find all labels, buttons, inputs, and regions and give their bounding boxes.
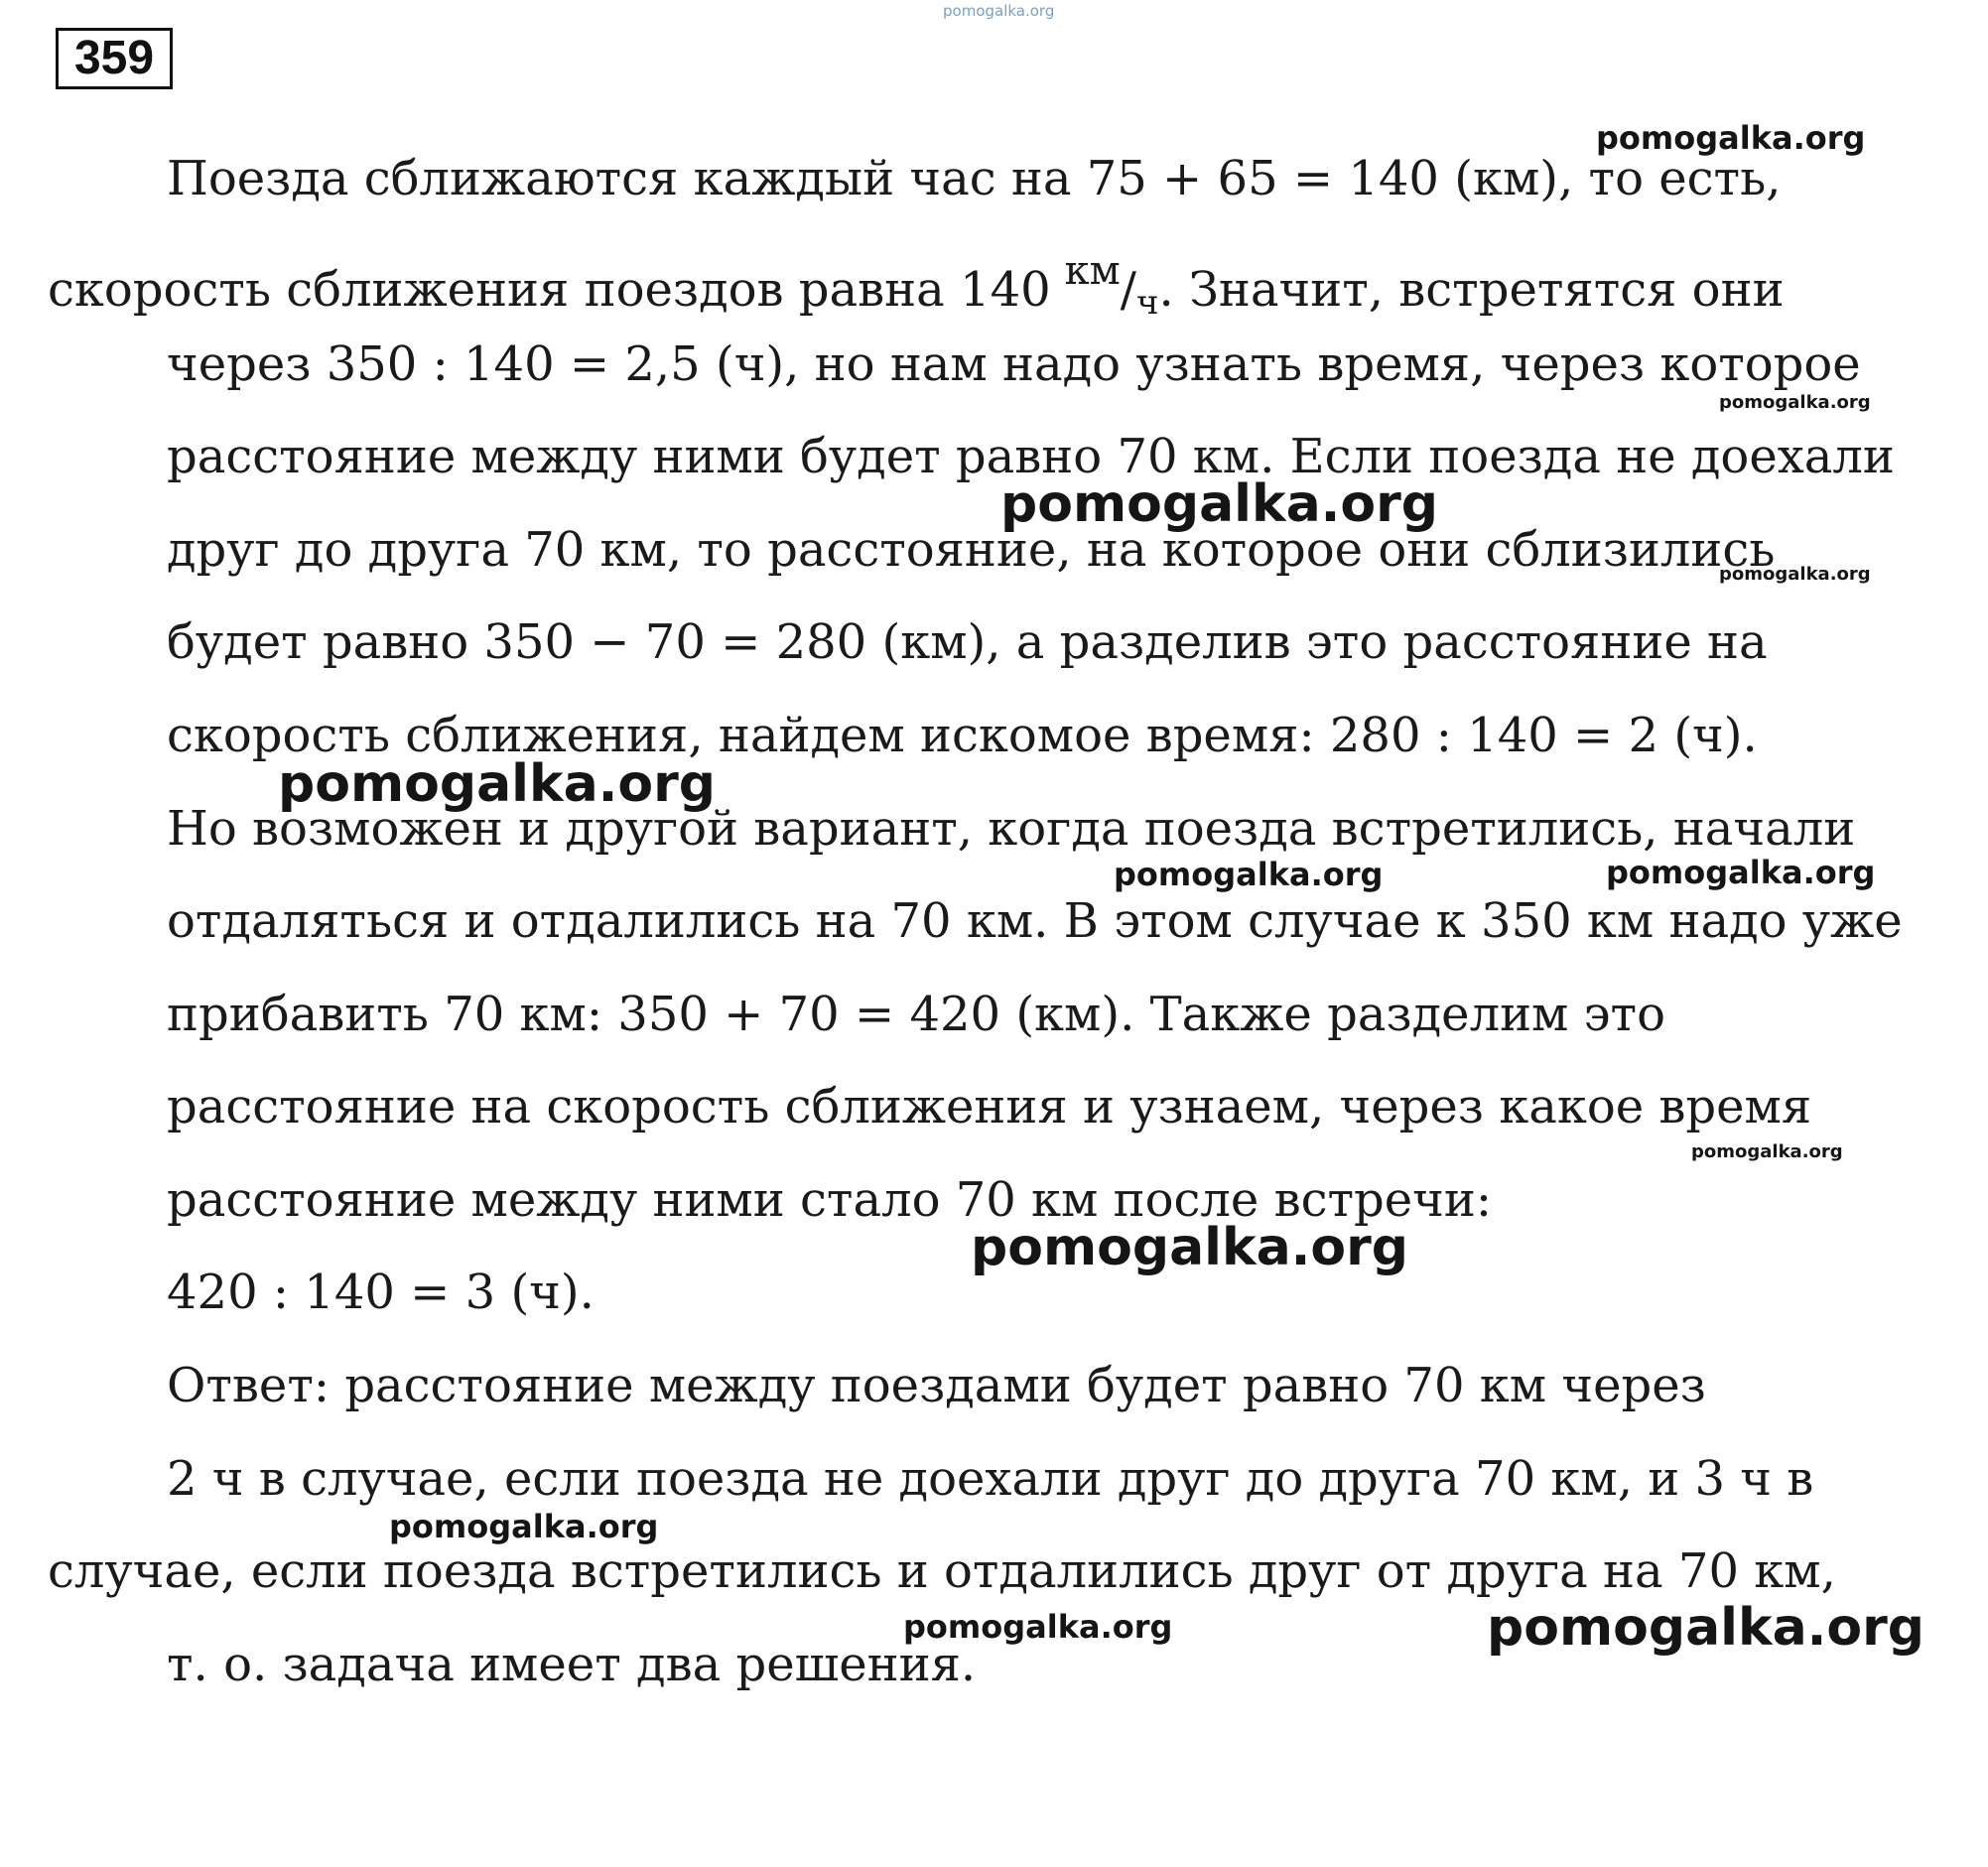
watermark: pomogalka.org xyxy=(943,2,1055,20)
text-line-2-start: скорость сближения поездов равна 140 xyxy=(48,262,1051,318)
speed-unit xyxy=(1065,241,1159,333)
watermark: pomogalka.org xyxy=(1691,1141,1843,1162)
watermark: pomogalka.org xyxy=(1719,392,1871,413)
text-line-2-end: . Значит, встретятся они xyxy=(1158,262,1785,318)
text-line-9: отдаляться и отдалились на 70 км. В этом случае к 350 км надо уже xyxy=(167,893,1903,949)
watermark: pomogalka.org xyxy=(1114,856,1384,893)
text-line-7: скорость сближения, найдем искомое время: 280 : 140 = 2 (ч). xyxy=(167,708,1758,763)
text-line-2 xyxy=(48,241,1785,333)
text-line-6: будет равно 350 − 70 = 280 (км), а разделив это расстояние на xyxy=(167,614,1768,670)
text-line-12: расстояние между ними стало 70 км после встречи: xyxy=(167,1172,1493,1228)
text-line-11: расстояние на скорость сближения и узнаем, через какое время xyxy=(167,1079,1812,1134)
watermark: pomogalka.org xyxy=(903,1608,1173,1646)
watermark: pomogalka.org xyxy=(389,1508,659,1545)
text-line-16: случае, если поезда встретились и отдалились друг от друга на 70 км, xyxy=(48,1543,1836,1599)
watermark: pomogalka.org xyxy=(1719,564,1871,585)
text-line-13: 420 : 140 = 3 (ч). xyxy=(167,1265,595,1320)
text-line-8: Но возможен и другой вариант, когда поезда встретились, начали xyxy=(167,801,1856,857)
text-line-5: друг до друга 70 км, то расстояние, на которое они сблизились xyxy=(167,522,1776,578)
watermark: pomogalka.org xyxy=(278,754,717,814)
watermark: pomogalka.org xyxy=(1000,474,1439,534)
text-line-10: прибавить 70 км: 350 + 70 = 420 (км). Также разделим это xyxy=(167,987,1665,1042)
speed-unit-slash: / xyxy=(1120,262,1136,318)
text-line-15: 2 ч в случае, если поезда не доехали друг до друга 70 км, и 3 ч в xyxy=(167,1451,1814,1507)
watermark: pomogalka.org xyxy=(1606,854,1876,891)
problem-number: 359 xyxy=(56,28,173,89)
speed-unit-numerator: км xyxy=(1064,248,1121,294)
speed-unit-denominator: ч xyxy=(1135,283,1159,323)
watermark: pomogalka.org xyxy=(1596,119,1866,157)
watermark: pomogalka.org xyxy=(971,1218,1409,1277)
text-line-3: через 350 : 140 = 2,5 (ч), но нам надо узнать время, через которое xyxy=(167,336,1861,392)
text-line-14: Ответ: расстояние между поездами будет равно 70 км через xyxy=(167,1358,1706,1413)
text-line-17: т. о. задача имеет два решения. xyxy=(167,1637,977,1692)
watermark: pomogalka.org xyxy=(1487,1598,1925,1658)
text-line-4: расстояние между ними будет равно 70 км. Если поезда не доехали xyxy=(167,429,1895,484)
text-line-1: Поезда сближаются каждый час на 75 + 65 = 140 (км), то есть, xyxy=(167,151,1782,206)
